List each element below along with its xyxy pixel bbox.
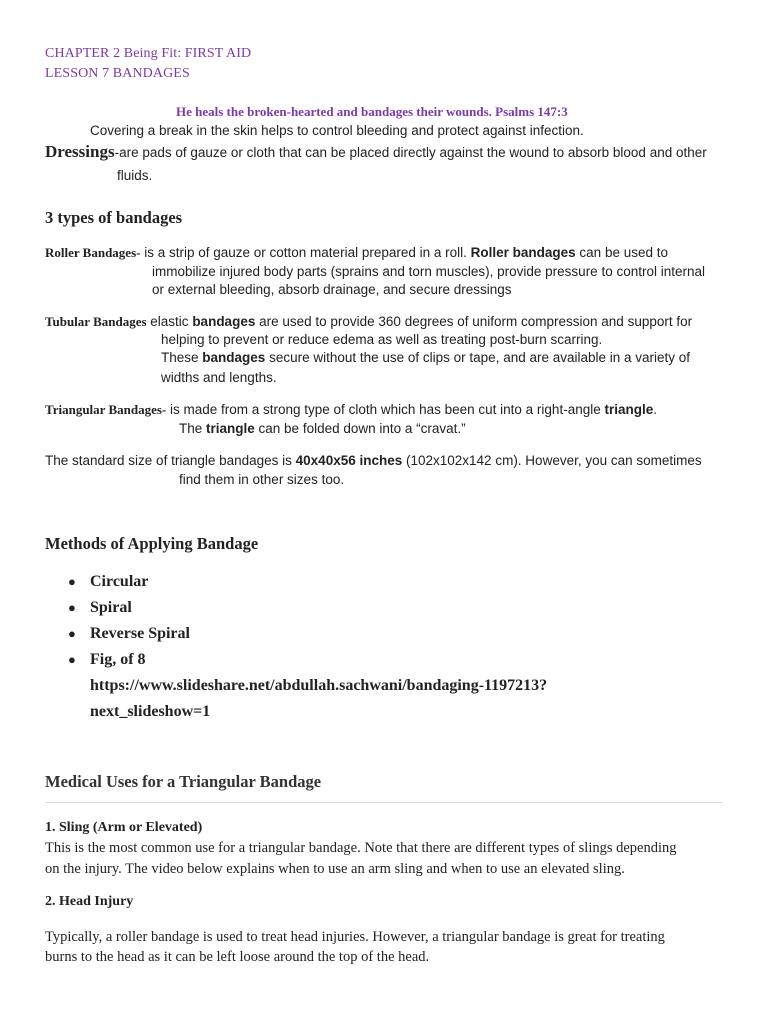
method-link[interactable]: https://www.slideshare.net/abdullah.sachwani/bandaging-1197213? <box>90 677 548 694</box>
standard-text-end: (102x102x142 cm). However, you can sometimes <box>402 453 702 468</box>
tubular-text-end: are used to provide 360 degrees of uniform compression and support for <box>255 314 693 329</box>
roller-line2: immobilize injured body parts (sprains and torn muscles), provide pressure to control internal <box>152 264 705 279</box>
triangular-text-end: . <box>653 402 658 417</box>
sling-line1: This is the most common use for a triangular bandage. Note that there are different types of slings depending <box>45 840 677 856</box>
method-link-cont[interactable]: next_slideshow=1 <box>90 703 211 720</box>
tubular-line1 <box>45 312 692 331</box>
tubular-line3-end: secure without the use of clips or tape, and are available in a variety of <box>265 350 691 365</box>
roller-line1 <box>45 243 668 262</box>
head-line1: Typically, a roller bandage is used to treat head injuries. However, a triangular bandage is great for treating <box>45 929 665 945</box>
method-item-circular: ● Circular <box>90 569 547 595</box>
bullet-icon: ● <box>68 574 76 589</box>
head-title: 2. Head Injury <box>45 894 134 909</box>
medical-heading: Medical Uses for a Triangular Bandage <box>45 772 322 791</box>
sling-line2: on the injury. The video below explains when to use an arm sling and when to use an elevated sling. <box>45 861 625 877</box>
tubular-line4: widths and lengths. <box>161 370 277 385</box>
triangular-bold: triangle <box>604 402 654 417</box>
standard-line1 <box>45 451 702 470</box>
methods-heading: Methods of Applying Bandage <box>45 534 259 553</box>
bullet-icon: ● <box>68 626 76 641</box>
triangular-line2 <box>179 419 466 438</box>
triangular-term: Triangular Bandages- <box>45 402 167 417</box>
method-item-spiral: ● Spiral <box>90 595 547 621</box>
roller-text: is a strip of gauze or cotton material prepared in a roll. <box>140 245 471 260</box>
roller-term: Roller Bandages- <box>45 245 141 260</box>
triangular-line2-end: can be folded down into a “cravat.” <box>254 421 466 436</box>
method-item-reverse-spiral: ● Reverse Spiral <box>90 621 547 647</box>
roller-line3: or external bleeding, absorb drainage, and secure dressings <box>152 282 512 297</box>
tubular-line3-bold: bandages <box>202 350 266 365</box>
standard-text: The standard size of triangle bandages is <box>45 453 296 468</box>
dressings-definition-line1: -are pads of gauze or cloth that can be placed directly against the wound to absorb blood and other <box>114 145 707 160</box>
tubular-term: Tubular Bandages <box>45 314 147 329</box>
triangular-line2-text: The <box>179 421 207 436</box>
tubular-line2: helping to prevent or reduce edema as well as treating post-burn scarring. <box>161 332 603 347</box>
intro-text: Covering a break in the skin helps to control bleeding and protect against infection. <box>90 123 584 138</box>
tubular-text: elastic <box>146 314 193 329</box>
lesson-title: LESSON 7 BANDAGES <box>45 66 190 81</box>
scripture-quote: He heals the broken-hearted and bandages their wounds. Psalms 147:3 <box>176 104 568 119</box>
triangular-line1 <box>45 400 657 419</box>
sling-title: 1. Sling (Arm or Elevated) <box>45 820 203 835</box>
triangular-text: is made from a strong type of cloth which has been cut into a right-angle <box>166 402 605 417</box>
tubular-bold: bandages <box>192 314 256 329</box>
method-item-fig-of-8: ● Fig, of 8 <box>90 647 547 673</box>
chapter-title: CHAPTER 2 Being Fit: FIRST AID <box>45 46 252 61</box>
dressings-definition <box>45 142 707 162</box>
dressings-term: Dressings <box>45 142 115 161</box>
bullet-icon: ● <box>68 600 76 615</box>
standard-bold: 40x40x56 inches <box>295 453 403 468</box>
types-heading: 3 types of bandages <box>45 208 183 227</box>
dressings-definition-line2: fluids. <box>117 168 153 183</box>
tubular-line3-text: These <box>161 350 203 365</box>
standard-line2: find them in other sizes too. <box>179 472 345 487</box>
methods-list <box>68 569 548 725</box>
head-line2: burns to the head as it can be left loose around the top of the head. <box>45 949 430 965</box>
roller-bold: Roller bandages <box>470 245 576 260</box>
bullet-icon: ● <box>68 652 76 667</box>
triangular-line2-bold: triangle <box>206 421 255 436</box>
section-divider <box>45 802 723 803</box>
tubular-line3 <box>161 348 690 367</box>
roller-text-end: can be used to <box>575 245 668 260</box>
